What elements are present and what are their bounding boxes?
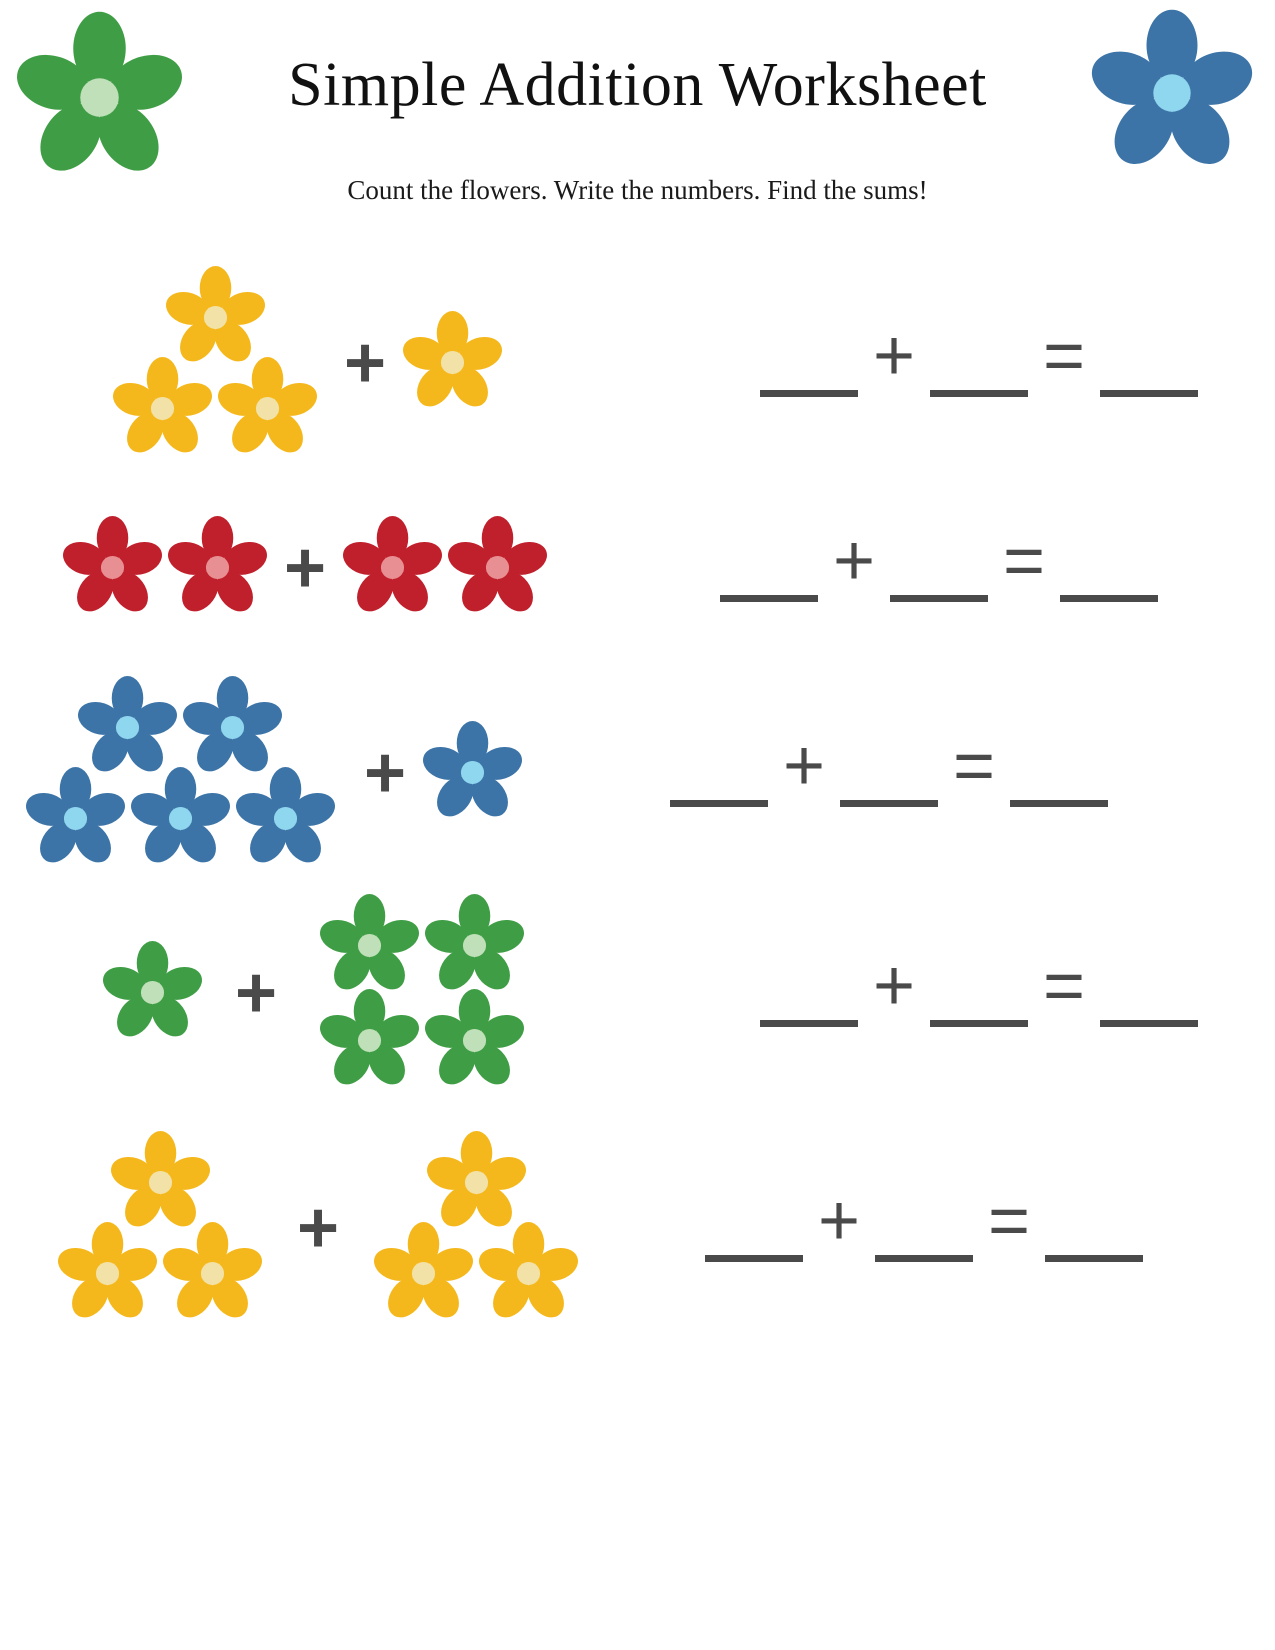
answer-blank-sum[interactable]: [1100, 958, 1198, 1027]
problem-row: [0, 1110, 1275, 1345]
flower-group-right: [340, 515, 550, 620]
flower-group-right: [420, 720, 525, 825]
plus-sign: +: [782, 725, 826, 806]
answer-area: [750, 315, 1275, 406]
problem-row: [0, 875, 1275, 1110]
flower-group-left: [10, 675, 350, 871]
answer-blank-addend-2[interactable]: [930, 958, 1028, 1027]
visual-plus-sign: +: [235, 952, 278, 1033]
answer-area: [660, 725, 1275, 816]
answer-area: [750, 945, 1275, 1036]
problem-list: [0, 230, 1275, 1345]
visual-plus-sign: +: [297, 1187, 340, 1268]
problem-visual: [10, 675, 660, 871]
problem-row: [0, 260, 1275, 465]
plus-sign: +: [872, 315, 916, 396]
problem-visual: [45, 1130, 695, 1326]
answer-blank-sum[interactable]: [1045, 1193, 1143, 1262]
equals-sign: =: [987, 1180, 1031, 1261]
answer-blank-addend-2[interactable]: [930, 328, 1028, 397]
flower-group-left: [60, 515, 270, 620]
problem-visual: [60, 515, 710, 620]
answer-blank-addend-2[interactable]: [840, 738, 938, 807]
page-subtitle: Count the flowers. Write the numbers. Find the sums!: [347, 175, 928, 205]
flower-group-right: [307, 893, 537, 1093]
answer-blank-addend-2[interactable]: [875, 1193, 973, 1262]
worksheet-header: [0, 0, 1275, 230]
flower-group-left: [100, 265, 330, 461]
visual-plus-sign: +: [364, 732, 407, 813]
answer-area: [695, 1180, 1275, 1271]
problem-visual: [100, 265, 750, 461]
answer-blank-addend-2[interactable]: [890, 533, 988, 602]
answer-blank-addend-1[interactable]: [760, 958, 858, 1027]
answer-area: [710, 520, 1275, 611]
page-title: Simple Addition Worksheet: [288, 51, 987, 119]
answer-blank-sum[interactable]: [1010, 738, 1108, 807]
problem-visual: [100, 893, 750, 1093]
equals-sign: =: [1042, 315, 1086, 396]
plus-sign: +: [832, 520, 876, 601]
answer-blank-addend-1[interactable]: [705, 1193, 803, 1262]
answer-blank-addend-1[interactable]: [670, 738, 768, 807]
flower-group-left: [100, 940, 205, 1045]
answer-blank-sum[interactable]: [1060, 533, 1158, 602]
equals-sign: =: [1042, 945, 1086, 1026]
plus-sign: +: [872, 945, 916, 1026]
problem-row: [0, 670, 1275, 875]
visual-plus-sign: +: [284, 527, 327, 608]
equals-sign: =: [952, 725, 996, 806]
visual-plus-sign: +: [344, 322, 387, 403]
plus-sign: +: [817, 1180, 861, 1261]
flower-group-left: [45, 1130, 275, 1326]
problem-row: [0, 465, 1275, 670]
answer-blank-addend-1[interactable]: [760, 328, 858, 397]
answer-blank-sum[interactable]: [1100, 328, 1198, 397]
flower-group-right: [400, 310, 505, 415]
answer-blank-addend-1[interactable]: [720, 533, 818, 602]
equals-sign: =: [1002, 520, 1046, 601]
flower-group-right: [361, 1130, 591, 1326]
